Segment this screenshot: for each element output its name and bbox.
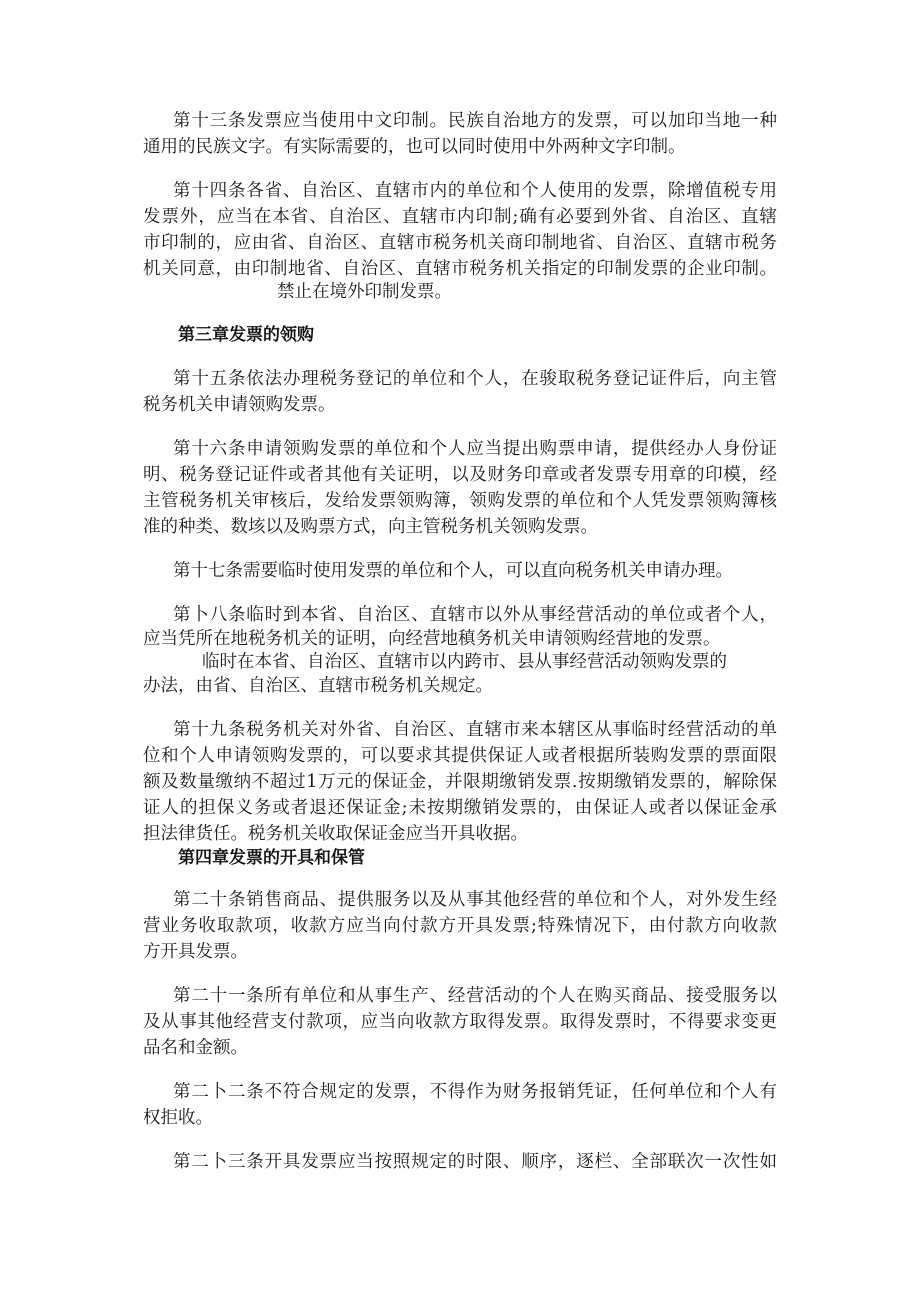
article-19-line-2: 位和个人申请领购发票的，可以要求其提供保证人或者根据所装购发票的票面限 bbox=[143, 746, 777, 766]
article-21-line-1: 第二十一条所有单位和从事生产、经营活动的个人在购买商品、接受服务以 bbox=[173, 986, 777, 1006]
article-15-line-2: 税务机关申请领购发票。 bbox=[143, 395, 336, 415]
article-21-line-2: 及从事其他经营支付款项，应当向收款方取得发票。取得发票时，不得要求变更 bbox=[143, 1012, 777, 1032]
article-16-line-2: 明、税务登记证件或者其他有关证明，以及财务印章或者发票专用章的印模，经 bbox=[143, 465, 777, 485]
article-19-line-5: 担法律货任。税务机关收取保证金应当开具收据。 bbox=[143, 824, 528, 844]
article-14-line-5: 禁止在境外印制发票。 bbox=[277, 282, 452, 302]
article-13-line-1: 第十三条发票应当使用中文印制。民族自治地方的发票，可以加印当地一种 bbox=[173, 111, 777, 131]
article-16-line-1: 第十六条申请领购发票的单位和个人应当提出购票申请，提供经办人身份证 bbox=[173, 439, 777, 459]
article-17-line-1: 第十七条需要临时使用发票的单位和个人，可以直向税务机关申请办理。 bbox=[173, 561, 733, 581]
article-22-line-2: 权拒收。 bbox=[143, 1108, 213, 1128]
article-14-line-3: 市印制的，应由省、自治区、直辖市税务机关商印制地省、自治区、直辖市税务 bbox=[143, 233, 777, 253]
article-22-line-1: 第二卜二条不符合规定的发票，不得作为财务报销凭证，任何单位和个人有 bbox=[173, 1082, 777, 1102]
article-18-line-1: 第卜八条临时到本省、自治区、直辖市以外从事经营活动的单位或者个人， bbox=[173, 605, 777, 625]
article-18-line-4: 办法，由省、自治区、直辖市税务机关规定。 bbox=[143, 676, 493, 696]
article-19-line-4: 证人的担保义务或者退还保证金;未按期缴销发票的，由保证人或者以保证金承 bbox=[143, 798, 777, 818]
article-16-line-4: 准的种类、数垓以及购票方式，向主管税务机关领购发票。 bbox=[143, 517, 598, 537]
article-16-line-3: 主管税务机关审核后，发给发票领购簿，领购发票的单位和个人凭发票领购簿核 bbox=[143, 491, 777, 511]
article-14-line-4: 机关同意，由印制地省、自治区、直辖市税务机关指定的印制发票的企业印制。 bbox=[143, 259, 777, 279]
article-18-line-2: 应当凭所在地税务机关的证明，向经营地稹务机关申请领购经营地的发票。 bbox=[143, 629, 721, 649]
article-14-line-2: 发票外，应当在本省、自治区、直辖市内印制;确有必要到外省、自治区、直辖 bbox=[143, 207, 777, 227]
article-15-line-1: 第十五条依法办理税务登记的单位和个人，在骏取税务登记证件后，向主管 bbox=[173, 369, 777, 389]
article-20-line-3: 方开具发票。 bbox=[143, 942, 248, 962]
article-20-line-2: 营业务收取款项，收款方应当向付款方开具发票;特殊情况下，由付款方向收款 bbox=[143, 916, 777, 936]
article-13-line-2: 通用的民族文字。有实际需要的，也可以同时使用中外两种文字印制。 bbox=[143, 137, 686, 157]
article-21-line-3: 品名和金额。 bbox=[143, 1038, 248, 1058]
article-14-line-1: 第十四条各省、自治区、直辖市内的单位和个人使用的发票，除增值税专用 bbox=[173, 181, 777, 201]
article-19-line-1: 第十九条税务机关对外省、自治区、直辖市来本辖区从事临时经营活动的单 bbox=[173, 720, 777, 740]
chapter-3-heading: 第三章发票的领购 bbox=[178, 325, 314, 345]
article-19-line-3: 额及数量缴纳不超过1万元的保证金，并限期缴销发票.按期缴销发票的，解除保 bbox=[143, 772, 777, 792]
chapter-4-heading: 第四章发票的开具和保管 bbox=[178, 848, 365, 868]
article-23-line-1: 第二卜三条开具发票应当按照规定的时限、顺序，逐栏、全部联次一次性如 bbox=[173, 1152, 777, 1172]
article-18-line-3: 临时在本省、自治区、直辖市以内跨市、县从事经营活动领购发票的 bbox=[202, 652, 727, 672]
article-20-line-1: 第二十条销售商品、提供服务以及从事其他经营的单位和个人，对外发生经 bbox=[173, 890, 777, 910]
